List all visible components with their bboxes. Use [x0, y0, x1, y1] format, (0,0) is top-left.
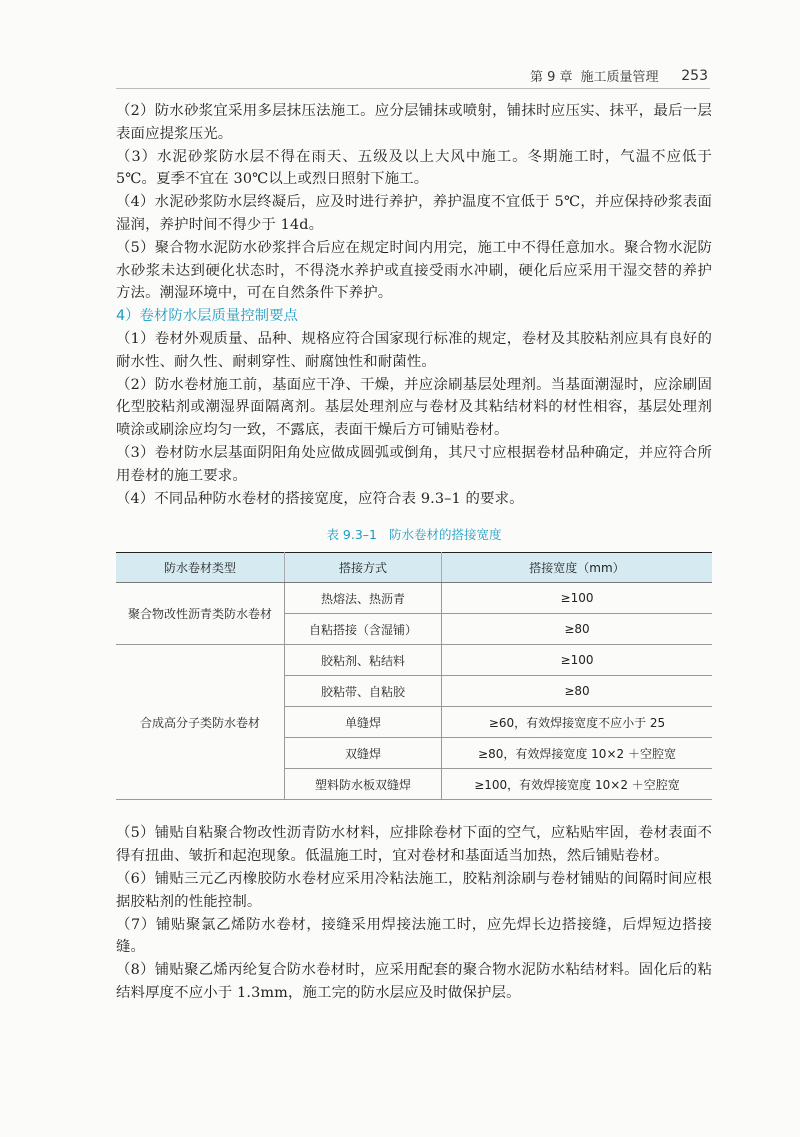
table-cell: ≥60，有效焊接宽度不应小于 25 [442, 707, 713, 738]
page-header [530, 66, 708, 85]
table-row [116, 645, 712, 676]
table-cell: 胶粘剂、粘结料 [285, 645, 442, 676]
table-cell: 双缝焊 [285, 738, 442, 769]
table-header-row [116, 553, 712, 583]
table-cell: 单缝焊 [285, 707, 442, 738]
table-cell: 自粘搭接（含湿铺） [285, 614, 442, 645]
table-header: 防水卷材类型 [116, 553, 285, 583]
paragraph: （5）铺贴自粘聚合物改性沥青防水材料，应排除卷材下面的空气，应粘贴牢固，卷材表面不得有扭曲、皱折和起泡现象。低温施工时，宜对卷材和基面适当加热，然后铺贴卷材。 [116, 825, 712, 865]
chapter-title: 施工质量管理 [580, 70, 659, 85]
table-row [116, 583, 712, 614]
chapter-label: 第 9 章 [530, 70, 573, 85]
paragraph: （5）聚合物水泥防水砂浆拌合后应在规定时间内用完，施工中不得任意加水。聚合物水泥防水砂浆未达到硬化状态时，不得浇水养护或直接受雨水冲刷，硬化后应采用干湿交替的养护方法。潮湿环境中，可在自然条件下养护。 [116, 239, 712, 302]
table-cell: 胶粘带、自粘胶 [285, 676, 442, 707]
section-title: 4）卷材防水层质量控制要点 [116, 308, 298, 325]
after-table-section [116, 822, 712, 1004]
table-cell: 塑料防水板双缝焊 [285, 769, 442, 800]
paragraph: （3）水泥砂浆防水层不得在雨天、五级及以上大风中施工。冬期施工时，气温不应低于 5℃。夏季不宜在 30℃以上或烈日照射下施工。 [116, 148, 712, 188]
paragraph: （6）铺贴三元乙丙橡胶防水卷材应采用冷粘法施工，胶粘剂涂刷与卷材铺贴的间隔时间应根据胶粘剂的性能控制。 [116, 870, 712, 910]
table-cell: ≥80，有效焊接宽度 10×2 ＋空腔宽 [442, 738, 713, 769]
table-cell: ≥100，有效焊接宽度 10×2 ＋空腔宽 [442, 769, 713, 800]
table-cell-type: 合成高分子类防水卷材 [116, 645, 285, 800]
lap-width-table [116, 552, 712, 800]
table-cell: 热熔法、热沥青 [285, 583, 442, 614]
table-title: 防水卷材的搭接宽度 [389, 527, 502, 543]
paragraph: （4）水泥砂浆防水层终凝后，应及时进行养护，养护温度不宜低于 5℃，并应保持砂浆表面湿润，养护时间不得少于 14d。 [116, 194, 712, 233]
paragraph: （2）防水砂浆宜采用多层抹压法施工。应分层铺抹或喷射，铺抹时应压实、抹平，最后一层表面应提浆压光。 [116, 103, 712, 142]
table-number: 表 9.3–1 [326, 527, 378, 543]
paragraph: （4）不同品种防水卷材的搭接宽度，应符合表 9.3–1 的要求。 [116, 490, 524, 507]
page-body [116, 100, 712, 1005]
table-cell: ≥100 [442, 645, 713, 676]
table-cell-type: 聚合物改性沥青类防水卷材 [116, 583, 285, 645]
table-cell: ≥80 [442, 676, 713, 707]
table-caption [116, 525, 712, 543]
paragraph: （8）铺贴聚乙烯丙纶复合防水卷材时，应采用配套的聚合物水泥防水粘结材料。固化后的粘结料厚度不应小于 1.3mm，施工完的防水层应及时做保护层。 [116, 962, 712, 1001]
paragraph: （3）卷材防水层基面阴阳角处应做成圆弧或倒角，其尺寸应根据卷材品种确定，并应符合所用卷材的施工要求。 [116, 444, 712, 484]
table-cell: ≥100 [442, 583, 713, 614]
paragraph: （2）防水卷材施工前，基面应干净、干燥，并应涂刷基层处理剂。当基面潮湿时，应涂刷固化型胶粘剂或潮湿界面隔离剂。基层处理剂应与卷材及其粘结材料的材性相容，基层处理剂喷涂或刷涂应均匀一致，不露底，表面干燥后方可铺贴卷材。 [116, 376, 712, 439]
paragraph: （1）卷材外观质量、品种、规格应符合国家现行标准的规定，卷材及其胶粘剂应具有良好的耐水性、耐久性、耐刺穿性、耐腐蚀性和耐菌性。 [116, 330, 712, 370]
header-rule [116, 88, 710, 89]
table-header: 搭接宽度（mm） [442, 553, 713, 583]
table-header: 搭接方式 [285, 553, 442, 583]
page-number: 253 [681, 67, 708, 84]
table-cell: ≥80 [442, 614, 713, 645]
paragraph: （7）铺贴聚氯乙烯防水卷材，接缝采用焊接法施工时，应先焊长边搭接缝，后焊短边搭接缝。 [116, 916, 712, 956]
